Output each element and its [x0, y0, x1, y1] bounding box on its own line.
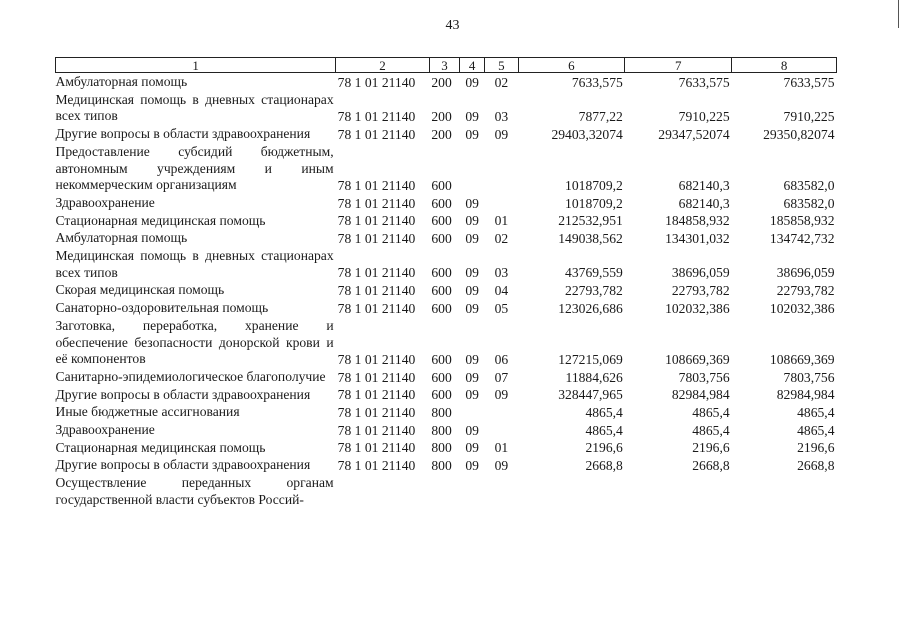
row-section: [460, 403, 485, 421]
table-row: [56, 439, 837, 457]
row-amount-col8: 29350,82074: [763, 126, 835, 142]
row-target-code: 78 1 01 21140: [337, 195, 416, 211]
table-row: [56, 368, 837, 386]
table-row: [56, 317, 837, 368]
table-body: [56, 73, 837, 509]
row-amount-col6: 4865,4: [585, 422, 623, 438]
header-col-1: 1: [56, 58, 336, 73]
row-section: [460, 143, 485, 194]
row-amount-col8: 2668,8: [797, 458, 835, 474]
row-expense-type: 200: [431, 74, 452, 90]
row-amount-col7: 2668,8: [692, 458, 730, 474]
row-target-code: 78 1 01 21140: [337, 440, 416, 456]
row-amount-col8: 82984,984: [776, 387, 835, 403]
row-amount-col8: 7910,225: [783, 109, 835, 125]
row-expense-type: 600: [431, 213, 452, 229]
row-expense-type: 200: [431, 126, 452, 142]
row-target-code: 78 1 01 21140: [337, 283, 416, 299]
row-amount-col8: 7803,756: [783, 369, 835, 385]
row-amount-col6: 4865,4: [585, 405, 623, 421]
row-amount-col7: 108669,369: [665, 351, 730, 367]
row-amount-col8: 102032,386: [769, 300, 835, 316]
row-name: Здравоохранение: [55, 194, 155, 210]
page-number: 43: [445, 18, 460, 33]
row-name: Другие вопросы в области здравоохранения: [55, 126, 311, 142]
table-row: [56, 125, 837, 143]
row-subsection: 01: [494, 213, 509, 229]
row-expense-type: 600: [431, 369, 452, 385]
row-amount-col6: 43769,559: [565, 265, 623, 281]
header-col-3: 3: [429, 58, 459, 73]
row-section: 09: [465, 231, 479, 247]
table-row: [56, 212, 837, 230]
row-amount-col8: 4865,4: [797, 405, 835, 421]
scan-edge-mark: [898, 0, 899, 28]
table-row: [56, 386, 837, 404]
row-section: 09: [465, 422, 479, 438]
row-subsection: 07: [494, 369, 509, 385]
row-section: 09: [465, 458, 479, 474]
table-row: [56, 73, 837, 91]
header-col-6: 6: [518, 58, 625, 73]
budget-table: [55, 57, 837, 509]
row-subsection: [485, 143, 518, 194]
row-name: Амбулаторная помощь: [55, 74, 188, 89]
row-target-code: 78 1 01 21140: [337, 231, 416, 247]
row-amount-col7: 22793,782: [671, 283, 730, 299]
table-row: [56, 91, 837, 125]
row-section: 09: [465, 109, 479, 125]
row-target-code: 78 1 01 21140: [337, 300, 416, 316]
row-expense-type: 800: [431, 405, 452, 421]
row-amount-col8: 134742,732: [769, 231, 835, 247]
row-subsection: [485, 403, 518, 421]
row-target-code: 78 1 01 21140: [337, 213, 416, 229]
row-target-code: 78 1 01 21140: [337, 422, 416, 438]
row-amount-col7: 82984,984: [671, 387, 730, 403]
row-subsection: 02: [494, 74, 509, 90]
row-expense-type: 200: [431, 109, 452, 125]
row-section: 09: [465, 283, 479, 299]
row-target-code: 78 1 01 21140: [337, 369, 416, 385]
row-expense-type: 800: [431, 458, 452, 474]
table-row: [56, 281, 837, 299]
row-target-code: 78 1 01 21140: [337, 109, 416, 125]
row-amount-col7: 7910,225: [678, 109, 730, 125]
header-col-5: 5: [485, 58, 518, 73]
row-amount-col8: 4865,4: [797, 422, 835, 438]
row-section: 09: [465, 195, 479, 211]
row-name: Заготовка, переработка, хранение и обеспечение безопасности донорской крови и её компонентов: [55, 317, 334, 367]
row-amount-col6: 2668,8: [585, 458, 623, 474]
row-target-code: 78 1 01 21140: [337, 265, 416, 281]
row-amount-col8: 108669,369: [769, 351, 835, 367]
row-subsection: 01: [494, 440, 509, 456]
row-subsection: 04: [494, 283, 509, 299]
row-subsection: 09: [494, 387, 509, 403]
row-amount-col7: 184858,932: [665, 213, 730, 229]
row-target-code: 78 1 01 21140: [337, 74, 416, 90]
row-section: 09: [465, 440, 479, 456]
row-section: 09: [465, 387, 479, 403]
row-name: Иные бюджетные ассигнования: [55, 404, 240, 420]
row-amount-col7: 4865,4: [692, 422, 730, 438]
row-amount-col8: 683582,0: [783, 195, 835, 211]
row-name: Санитарно-эпидемиологическое благополучие: [55, 368, 326, 384]
row-subsection: [485, 474, 518, 508]
row-target-code: 78 1 01 21140: [337, 126, 416, 142]
table-row: [56, 456, 837, 474]
row-amount-col7: 134301,032: [665, 231, 730, 247]
row-expense-type: 600: [431, 283, 452, 299]
table-row: [56, 299, 837, 317]
row-target-code: 78 1 01 21140: [337, 351, 416, 367]
row-section: 09: [465, 300, 479, 316]
row-name: Скорая медицинская помощь: [55, 282, 225, 298]
row-amount-col8: [732, 474, 837, 508]
row-amount-col8: 7633,575: [783, 74, 835, 90]
row-subsection: 02: [494, 231, 509, 247]
row-name: Медицинская помощь в дневных стационарах всех типов: [55, 248, 334, 280]
row-amount-col7: 2196,6: [692, 440, 730, 456]
row-amount-col6: 7877,22: [578, 109, 623, 125]
header-col-7: 7: [625, 58, 732, 73]
row-name: Стационарная медицинская помощь: [55, 212, 266, 228]
row-amount-col6: 11884,626: [565, 369, 623, 385]
row-name: Осуществление переданных органам государственной власти субъектов Россий-: [55, 475, 334, 507]
row-expense-type: 800: [431, 440, 452, 456]
row-subsection: 09: [494, 458, 509, 474]
row-name: Санаторно-оздоровительная помощь: [55, 300, 269, 316]
row-section: 09: [465, 351, 479, 367]
row-amount-col6: 1018709,2: [565, 177, 623, 193]
row-amount-col7: 682140,3: [678, 195, 730, 211]
table-row: [56, 247, 837, 281]
row-amount-col6: 149038,562: [558, 231, 623, 247]
header-col-2: 2: [336, 58, 430, 73]
table-row: [56, 403, 837, 421]
row-amount-col6: 29403,32074: [551, 126, 623, 142]
table-row: [56, 194, 837, 212]
row-section: 09: [465, 213, 479, 229]
table-row: [56, 474, 837, 508]
header-col-4: 4: [460, 58, 485, 73]
row-amount-col6: 7633,575: [571, 74, 623, 90]
row-name: Стационарная медицинская помощь: [55, 439, 266, 455]
table-row: [56, 229, 837, 247]
row-amount-col8: 22793,782: [776, 283, 835, 299]
row-amount-col8: 2196,6: [797, 440, 835, 456]
row-subsection: [485, 421, 518, 439]
row-target-code: 78 1 01 21140: [337, 387, 416, 403]
row-amount-col6: [518, 474, 625, 508]
row-subsection: 05: [494, 300, 509, 316]
header-col-8: 8: [732, 58, 837, 73]
row-amount-col7: 102032,386: [665, 300, 730, 316]
row-expense-type: [429, 474, 459, 508]
table-header: [56, 58, 837, 73]
row-subsection: 09: [494, 126, 509, 142]
row-expense-type: 600: [431, 231, 452, 247]
row-amount-col6: 123026,686: [558, 300, 623, 316]
row-target-code: 78 1 01 21140: [337, 458, 416, 474]
row-amount-col6: 212532,951: [558, 213, 623, 229]
row-section: [460, 474, 485, 508]
row-target-code: 78 1 01 21140: [337, 177, 416, 193]
row-name: Здравоохранение: [55, 422, 155, 438]
table-row: [56, 143, 837, 194]
row-amount-col8: 185858,932: [769, 213, 835, 229]
row-amount-col6: 1018709,2: [565, 195, 623, 211]
row-amount-col7: [625, 474, 732, 508]
row-amount-col6: 22793,782: [565, 283, 623, 299]
row-amount-col6: 127215,069: [558, 351, 623, 367]
row-name: Медицинская помощь в дневных стационарах всех типов: [55, 91, 334, 124]
row-section: 09: [465, 369, 479, 385]
row-expense-type: 600: [431, 387, 452, 403]
row-expense-type: 800: [431, 422, 452, 438]
row-expense-type: 600: [431, 195, 452, 211]
row-expense-type: 600: [431, 177, 452, 193]
row-expense-type: 600: [431, 351, 452, 367]
row-amount-col6: 328447,965: [558, 387, 623, 403]
row-target-code: [336, 474, 430, 508]
row-amount-col7: 7633,575: [678, 74, 730, 90]
row-amount-col6: 2196,6: [585, 440, 623, 456]
row-amount-col7: 38696,059: [671, 265, 730, 281]
row-amount-col7: 7803,756: [678, 369, 730, 385]
row-subsection: [485, 194, 518, 212]
row-section: 09: [465, 74, 479, 90]
row-name: Предоставление субсидий бюджетным, автономным учреждениям и иным некоммерческим организациям: [55, 143, 334, 193]
row-section: 09: [465, 126, 479, 142]
row-amount-col7: 29347,52074: [658, 126, 730, 142]
row-name: Другие вопросы в области здравоохранения: [55, 457, 311, 473]
row-target-code: 78 1 01 21140: [337, 405, 416, 421]
row-name: Амбулаторная помощь: [55, 230, 188, 246]
row-subsection: 06: [494, 351, 509, 367]
row-subsection: 03: [494, 109, 509, 125]
row-amount-col7: 4865,4: [692, 405, 730, 421]
row-amount-col8: 38696,059: [776, 265, 835, 281]
row-amount-col7: 682140,3: [678, 177, 730, 193]
row-subsection: 03: [494, 265, 509, 281]
row-name: Другие вопросы в области здравоохранения: [55, 386, 311, 402]
row-amount-col8: 683582,0: [783, 177, 835, 193]
row-expense-type: 600: [431, 300, 452, 316]
table-row: [56, 421, 837, 439]
row-section: 09: [465, 265, 479, 281]
row-expense-type: 600: [431, 265, 452, 281]
